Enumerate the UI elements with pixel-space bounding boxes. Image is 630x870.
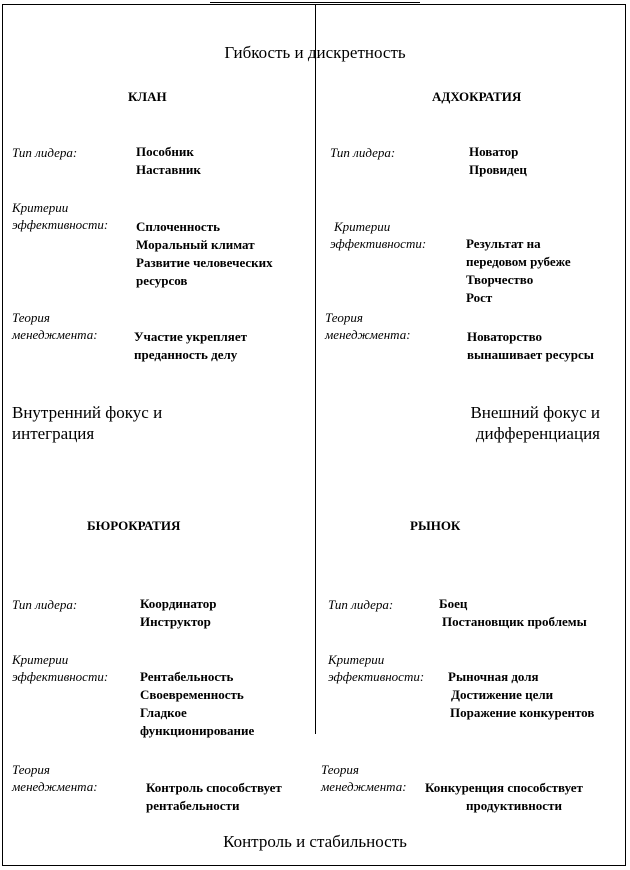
adhocracy-theory-label: Теория менеджмента: bbox=[325, 310, 411, 342]
market-theory-values: Конкуренция способствует продуктивности bbox=[425, 780, 583, 813]
adhocracy-criteria-values: Результат на передовом рубеже Творчество Рост bbox=[466, 236, 571, 305]
adhocracy-criteria-label: Критерии эффективности: bbox=[330, 219, 427, 251]
clan-criteria-label: Критерии эффективности: bbox=[12, 200, 109, 232]
market-leader-label: Тип лидера: bbox=[328, 597, 394, 612]
clan-criteria-values: Сплоченность Моральный климат Развитие человеческих ресурсов bbox=[136, 219, 273, 288]
axis-left-label: Внутренний фокус и интеграция bbox=[12, 403, 163, 443]
quadrant-title-bureaucracy: БЮРОКРАТИЯ bbox=[87, 518, 181, 533]
quadrant-title-clan: КЛАН bbox=[128, 89, 167, 104]
vertical-divider bbox=[315, 4, 316, 734]
market-criteria-values: Рыночная доля Достижение цели Поражение конкурентов bbox=[448, 669, 595, 720]
axis-right-label: Внешний фокус и дифференциация bbox=[470, 403, 600, 443]
bureaucracy-leader-values: Координатор Инструктор bbox=[140, 596, 217, 629]
bureaucracy-criteria-values: Рентабельность Своевременность Гладкое функционирование bbox=[140, 669, 255, 738]
market-theory-label: Теория менеджмента: bbox=[321, 762, 407, 794]
axis-top-label: Гибкость и дискретность bbox=[224, 43, 406, 62]
clan-leader-values: Пособник Наставник bbox=[136, 144, 201, 177]
adhocracy-leader-label: Тип лидера: bbox=[330, 145, 396, 160]
axis-bottom-label: Контроль и стабильность bbox=[223, 832, 407, 851]
bureaucracy-leader-label: Тип лидера: bbox=[12, 597, 78, 612]
top-line bbox=[210, 2, 420, 3]
adhocracy-leader-values: Новатор Провидец bbox=[469, 144, 527, 177]
quadrant-title-adhocracy: АДХОКРАТИЯ bbox=[432, 89, 522, 104]
clan-leader-label: Тип лидера: bbox=[12, 145, 78, 160]
bureaucracy-criteria-label: Критерии эффективности: bbox=[12, 652, 109, 684]
bureaucracy-theory-label: Теория менеджмента: bbox=[12, 762, 98, 794]
market-criteria-label: Критерии эффективности: bbox=[328, 652, 425, 684]
adhocracy-theory-values: Новаторство вынашивает ресурсы bbox=[467, 329, 594, 362]
clan-theory-values: Участие укрепляет преданность делу bbox=[134, 329, 248, 362]
clan-theory-label: Теория менеджмента: bbox=[12, 310, 98, 342]
quadrant-title-market: РЫНОК bbox=[410, 518, 461, 533]
bureaucracy-theory-values: Контроль способствует рентабельности bbox=[146, 780, 282, 813]
market-leader-values: Боец Постановщик проблемы bbox=[439, 596, 587, 629]
